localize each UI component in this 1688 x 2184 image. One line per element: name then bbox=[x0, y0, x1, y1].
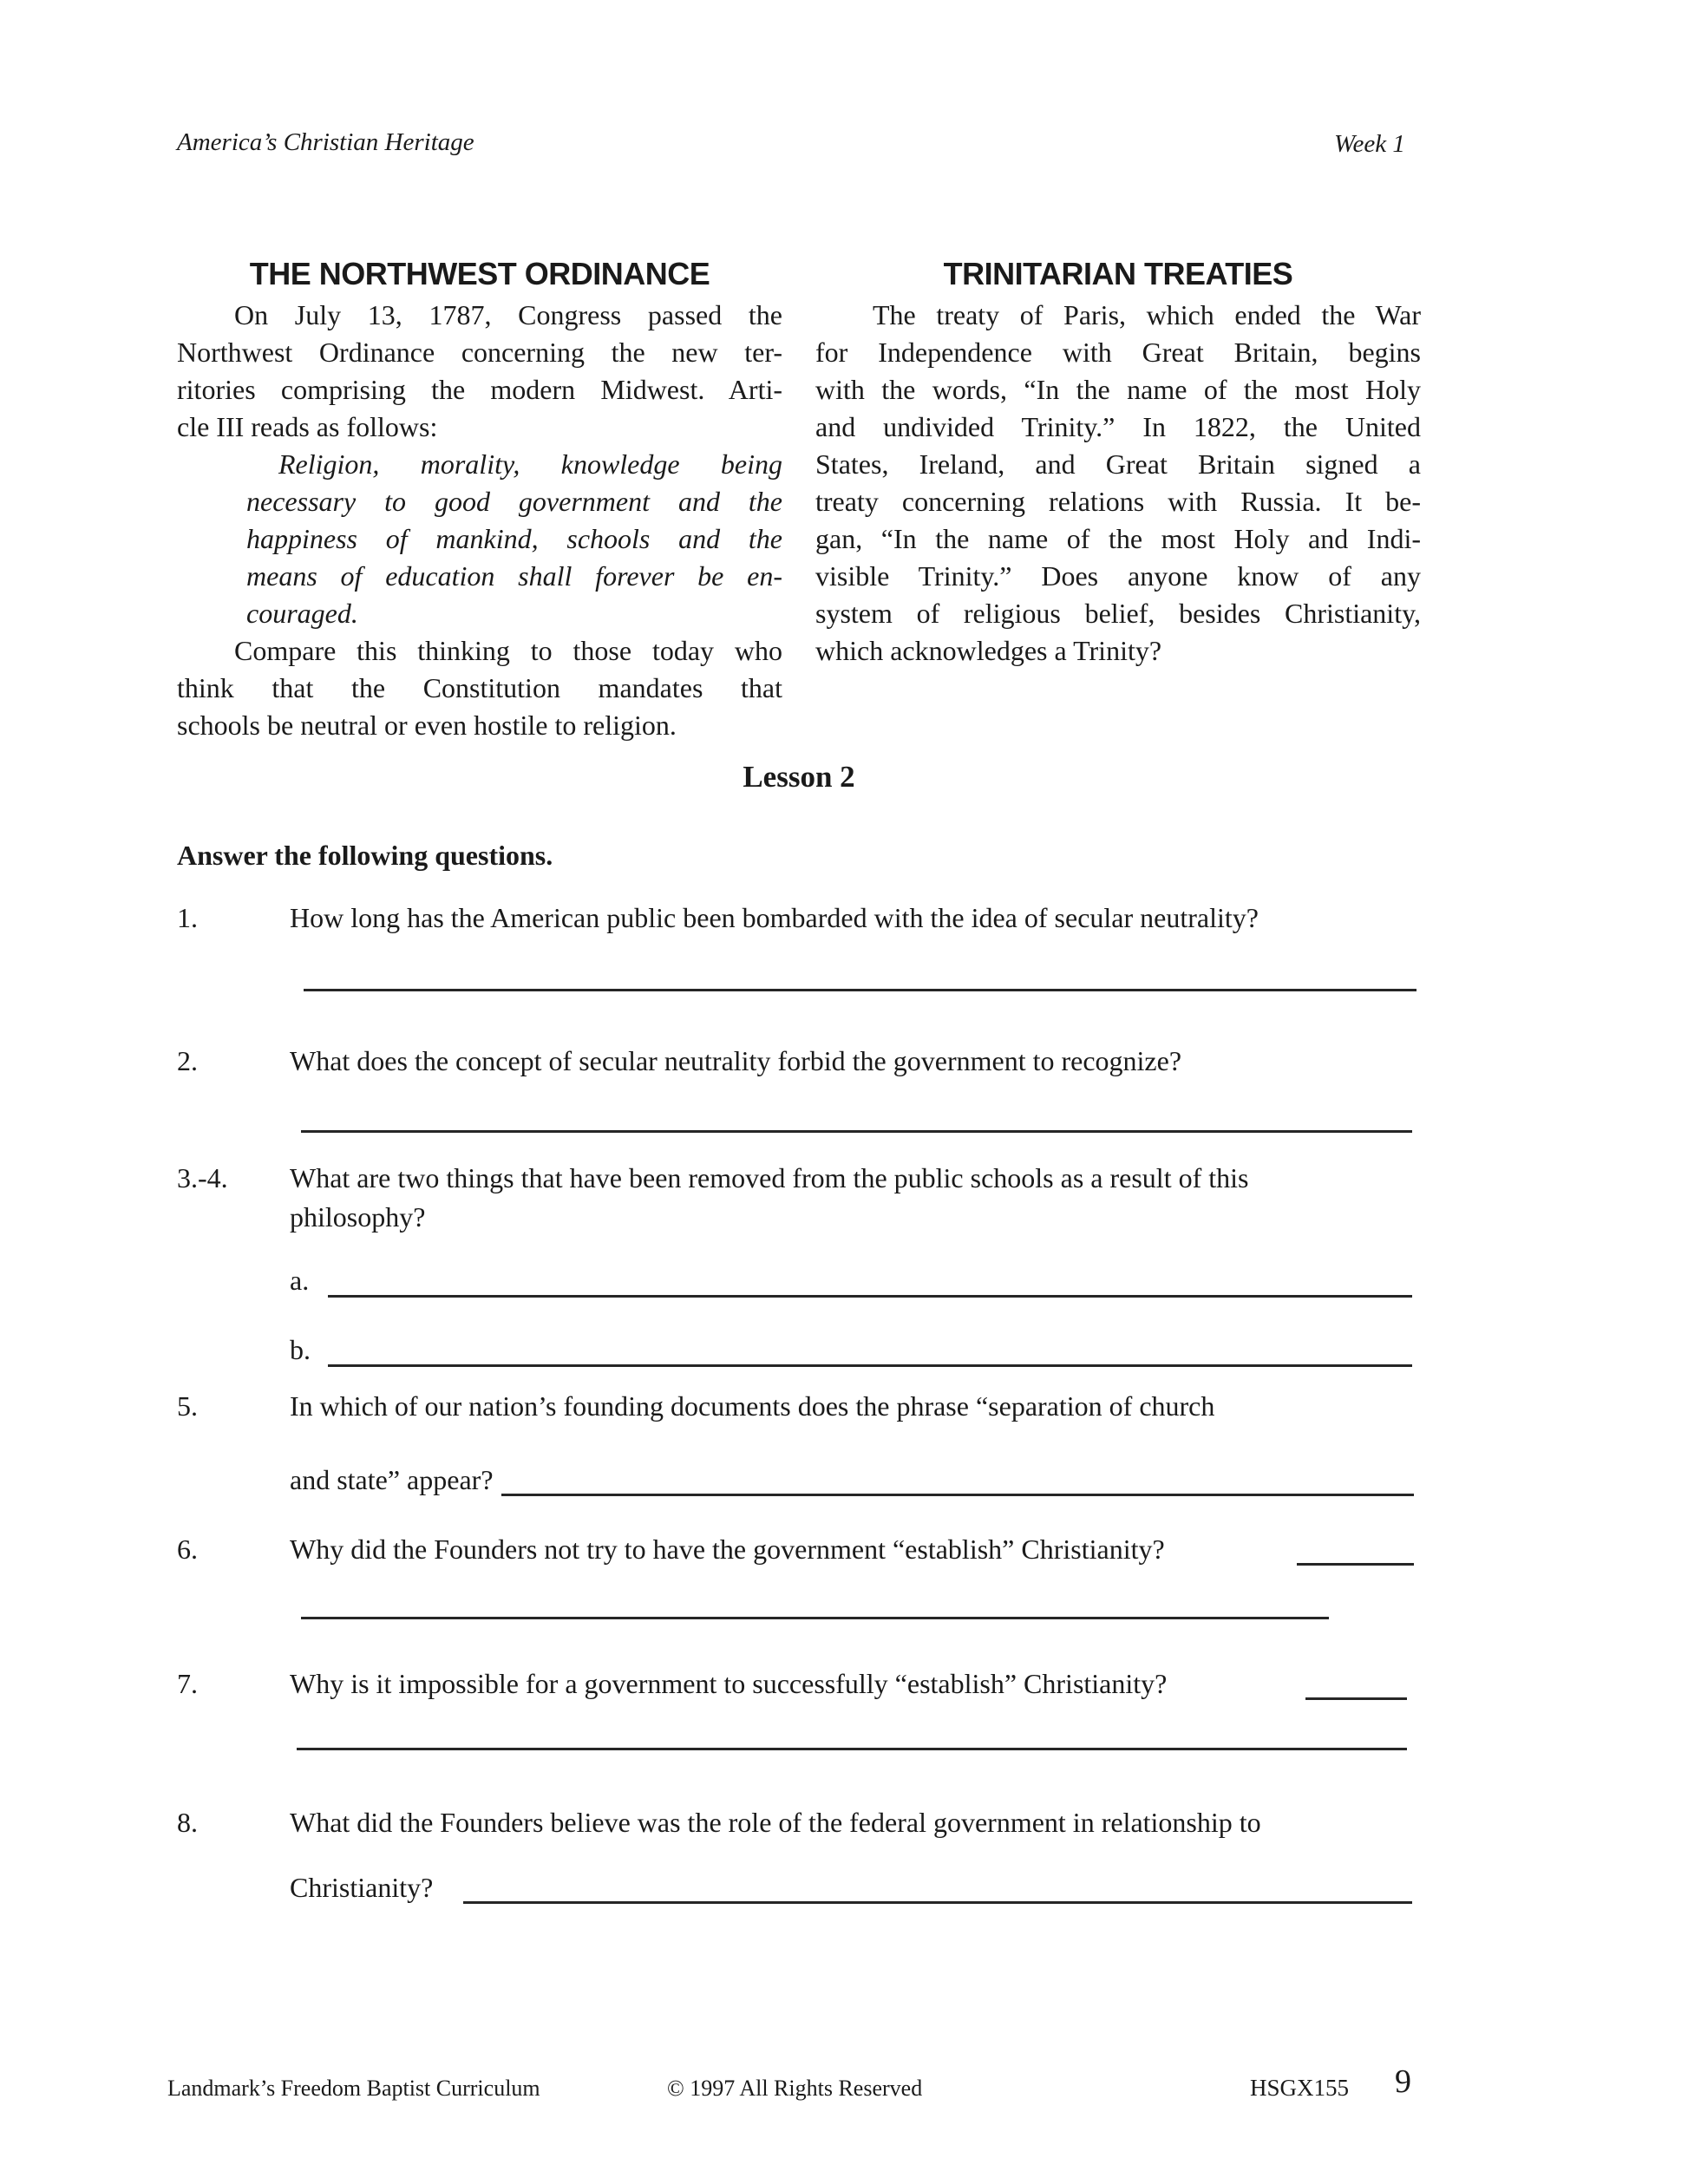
article-line: Compare this thinking to those today who bbox=[234, 635, 782, 666]
page-number: 9 bbox=[1395, 2063, 1411, 2100]
article-line: visible Trinity.” Does anyone know of any bbox=[815, 560, 1421, 592]
blockquote-line: happiness of mankind, schools and the bbox=[246, 523, 782, 554]
article-left-column bbox=[177, 255, 782, 744]
question-1-number: 1. bbox=[177, 902, 198, 933]
question-8-text-line2: Christianity? bbox=[290, 1872, 434, 1903]
question-5-number: 5. bbox=[177, 1390, 198, 1422]
header-book-title: America’s Christian Heritage bbox=[177, 128, 474, 156]
blockquote-line: couraged. bbox=[246, 598, 358, 629]
answer-b-label: b. bbox=[290, 1334, 311, 1365]
question-2-text: What does the concept of secular neutrality forbid the government to recognize? bbox=[290, 1045, 1182, 1076]
question-8-number: 8. bbox=[177, 1807, 198, 1838]
article-line: schools be neutral or even hostile to religion. bbox=[177, 709, 677, 741]
answer-stub-q6 bbox=[1297, 1563, 1414, 1566]
article-line: Northwest Ordinance concerning the new ter- bbox=[177, 337, 782, 368]
article-line: for Independence with Great Britain, begins bbox=[815, 337, 1421, 368]
footer-product-code: HSGX155 bbox=[1250, 2075, 1350, 2101]
answer-line-q1 bbox=[304, 989, 1416, 991]
article-left-heading: THE NORTHWEST ORDINANCE bbox=[249, 256, 710, 291]
blockquote-line: means of education shall forever be en- bbox=[246, 560, 782, 592]
footer-publisher: Landmark’s Freedom Baptist Curriculum bbox=[167, 2076, 540, 2101]
question-7-number: 7. bbox=[177, 1668, 198, 1699]
answer-a-label: a. bbox=[290, 1265, 310, 1296]
article-line: with the words, “In the name of the most Holy bbox=[815, 374, 1421, 405]
answer-line-q7 bbox=[297, 1748, 1407, 1750]
question-5-text-line1: In which of our nation’s founding documents does the phrase “separation of church bbox=[290, 1390, 1215, 1422]
answer-line-b bbox=[328, 1364, 1412, 1367]
answer-stub-q7 bbox=[1305, 1697, 1407, 1700]
question-8-text-line1: What did the Founders believe was the role of the federal government in relationship to bbox=[290, 1807, 1261, 1838]
article-line: cle III reads as follows: bbox=[177, 411, 438, 442]
header-week-label: Week 1 bbox=[1334, 130, 1405, 158]
question-1-text: How long has the American public been bombarded with the idea of secular neutrality? bbox=[290, 902, 1259, 933]
question-3-4-number: 3.-4. bbox=[177, 1162, 228, 1193]
footer-copyright: © 1997 All Rights Reserved bbox=[667, 2076, 923, 2101]
article-line: ritories comprising the modern Midwest. Arti- bbox=[177, 374, 782, 405]
article-line: treaty concerning relations with Russia. It be- bbox=[815, 486, 1421, 517]
article-line: system of religious belief, besides Christianity, bbox=[815, 598, 1421, 629]
article-line: gan, “In the name of the most Holy and Indi- bbox=[815, 523, 1421, 554]
article-line: States, Ireland, and Great Britain signed a bbox=[815, 448, 1421, 480]
question-3-4-text-line2: philosophy? bbox=[290, 1201, 426, 1233]
article-right-heading: TRINITARIAN TREATIES bbox=[943, 256, 1293, 291]
answer-line-q8 bbox=[463, 1901, 1412, 1904]
question-6-number: 6. bbox=[177, 1533, 198, 1565]
lesson-title: Lesson 2 bbox=[743, 760, 855, 794]
answer-line-q2 bbox=[301, 1130, 1412, 1133]
lesson-instruction: Answer the following questions. bbox=[177, 840, 553, 871]
blockquote-line: necessary to good government and the bbox=[246, 486, 782, 517]
article-line: The treaty of Paris, which ended the War bbox=[873, 299, 1421, 330]
question-6-text: Why did the Founders not try to have the government “establish” Christianity? bbox=[290, 1533, 1165, 1565]
article-line: and undivided Trinity.” In 1822, the United bbox=[815, 411, 1421, 442]
question-7-text: Why is it impossible for a government to successfully “establish” Christianity? bbox=[290, 1668, 1168, 1699]
question-3-4-text-line1: What are two things that have been removed from the public schools as a result of this bbox=[290, 1162, 1249, 1193]
question-2-number: 2. bbox=[177, 1045, 198, 1076]
answer-line-q5 bbox=[501, 1494, 1414, 1496]
article-line: which acknowledges a Trinity? bbox=[815, 635, 1162, 666]
blockquote-line: Religion, morality, knowledge being bbox=[278, 448, 782, 480]
question-5-text-line2: and state” appear? bbox=[290, 1464, 494, 1495]
article-right-column bbox=[815, 255, 1421, 670]
answer-line-a bbox=[328, 1295, 1412, 1298]
article-line: think that the Constitution mandates that bbox=[177, 672, 782, 703]
article-line: On July 13, 1787, Congress passed the bbox=[234, 299, 782, 330]
answer-line-q6 bbox=[301, 1617, 1329, 1619]
